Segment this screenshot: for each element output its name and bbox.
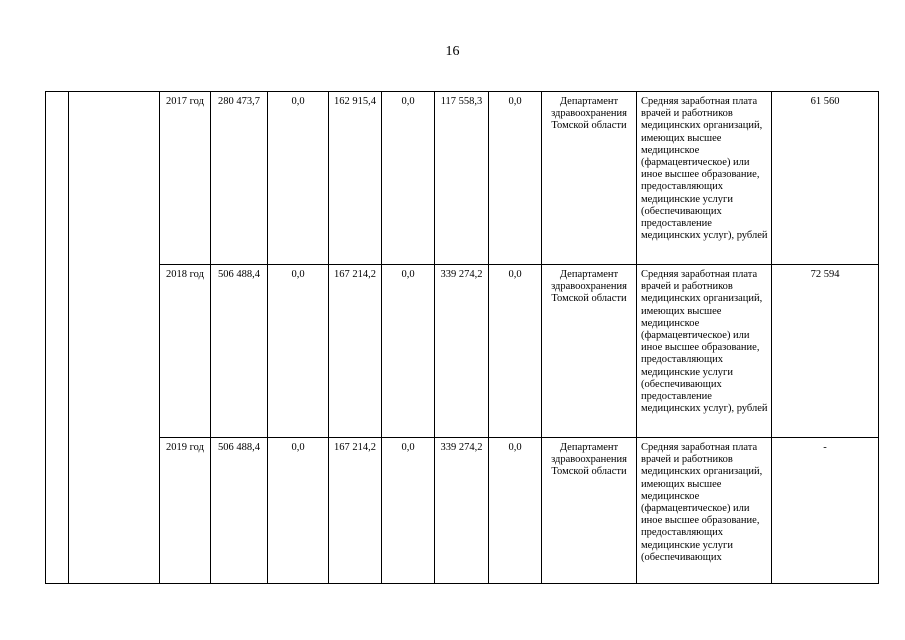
- indicator-cell: Средняя заработная плата врачей и работников медицинских организаций, имеющих высшее медицинское (фармацевтическое) или иное высшее образование, предоставляющих медицинские услуги (обеспечивающих предоставление медицинских услуг), рублей: [637, 92, 772, 265]
- year-cell: 2018 год: [160, 265, 211, 438]
- empty-cell: [69, 92, 160, 584]
- program-table: [45, 91, 879, 584]
- total-cell: 280 473,7: [211, 92, 268, 265]
- other-cell: 0,0: [489, 265, 542, 438]
- federal-cell: 0,0: [268, 92, 329, 265]
- other-cell: 0,0: [489, 438, 542, 584]
- federal-cell: 0,0: [268, 265, 329, 438]
- table-row: [46, 265, 879, 438]
- territorial-cell: 339 274,2: [435, 265, 489, 438]
- page-number: 16: [445, 44, 460, 59]
- federal-cell: 0,0: [268, 438, 329, 584]
- executor-cell: Департамент здравоохранения Томской области: [542, 92, 637, 265]
- value-cell: 72 594: [772, 265, 879, 438]
- local-cell: 0,0: [382, 92, 435, 265]
- indicator-cell: Средняя заработная плата врачей и работников медицинских организаций, имеющих высшее медицинское (фармацевтическое) или иное высшее образование, предоставляющих медицинские услуги (обеспечивающих: [637, 438, 772, 584]
- value-cell: -: [772, 438, 879, 584]
- regional-cell: 167 214,2: [329, 438, 382, 584]
- total-cell: 506 488,4: [211, 438, 268, 584]
- regional-cell: 167 214,2: [329, 265, 382, 438]
- total-cell: 506 488,4: [211, 265, 268, 438]
- indicator-cell: Средняя заработная плата врачей и работников медицинских организаций, имеющих высшее медицинское (фармацевтическое) или иное высшее образование, предоставляющих медицинские услуги (обеспечивающих предоставление медицинских услуг), рублей: [637, 265, 772, 438]
- local-cell: 0,0: [382, 438, 435, 584]
- other-cell: 0,0: [489, 92, 542, 265]
- year-cell: 2017 год: [160, 92, 211, 265]
- table-row: [46, 92, 879, 265]
- table-row: [46, 438, 879, 584]
- value-cell: 61 560: [772, 92, 879, 265]
- executor-cell: Департамент здравоохранения Томской области: [542, 265, 637, 438]
- territorial-cell: 117 558,3: [435, 92, 489, 265]
- executor-cell: Департамент здравоохранения Томской области: [542, 438, 637, 584]
- regional-cell: 162 915,4: [329, 92, 382, 265]
- local-cell: 0,0: [382, 265, 435, 438]
- year-cell: 2019 год: [160, 438, 211, 584]
- territorial-cell: 339 274,2: [435, 438, 489, 584]
- empty-cell: [46, 92, 69, 584]
